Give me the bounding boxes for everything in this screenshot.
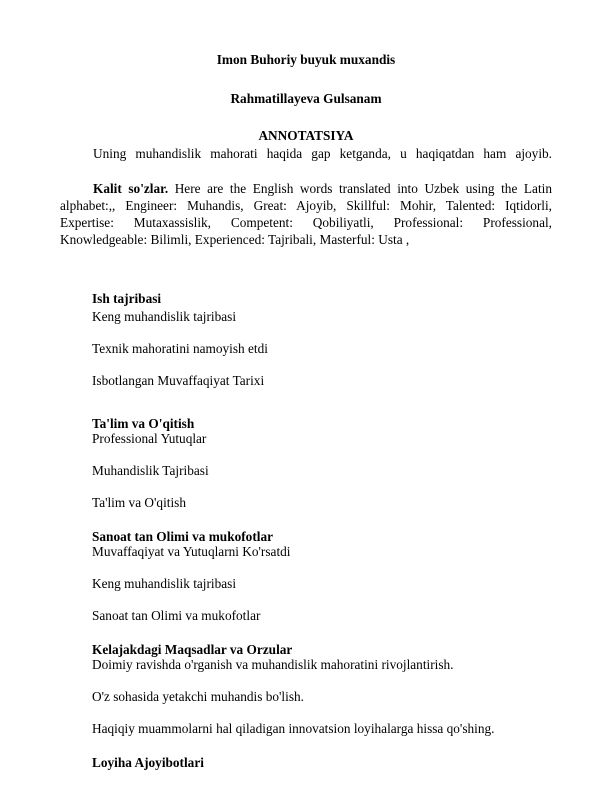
annotation-text: Uning muhandislik mahorati haqida gap ketganda, u haqiqatdan ham ajoyib. xyxy=(93,146,552,161)
list-item: Isbotlangan Muvaffaqiyat Tarixi xyxy=(92,373,265,388)
list-item: Keng muhandislik tajribasi xyxy=(92,309,237,324)
section-heading-education: Ta'lim va O'qitish xyxy=(92,416,195,431)
section-heading-goals: Kelajakdagi Maqsadlar va Orzular xyxy=(92,642,293,657)
list-item: Muvaffaqiyat va Yutuqlarni Ko'rsatdi xyxy=(92,544,291,559)
keywords-paragraph xyxy=(60,180,552,248)
list-item: Doimiy ravishda o'rganish va muhandislik mahoratini rivojlantirish. xyxy=(92,657,454,672)
list-item: Ta'lim va O'qitish xyxy=(92,495,186,510)
annotation-heading: ANNOTATSIYA xyxy=(258,128,354,143)
section-heading-work-experience: Ish tajribasi xyxy=(92,291,162,306)
list-item: Haqiqiy muammolarni hal qiladigan innovatsion loyihalarga hissa qo'shing. xyxy=(92,721,495,736)
keywords-label: Kalit so'zlar. xyxy=(93,181,169,196)
list-item: Professional Yutuqlar xyxy=(92,431,207,446)
author-name: Rahmatillayeva Gulsanam xyxy=(230,91,382,106)
list-item: Texnik mahoratini namoyish etdi xyxy=(92,341,268,356)
list-item: Muhandislik Tajribasi xyxy=(92,463,209,478)
list-item: Sanoat tan Olimi va mukofotlar xyxy=(92,608,261,623)
section-heading-awards: Sanoat tan Olimi va mukofotlar xyxy=(92,529,273,544)
list-item: Keng muhandislik tajribasi xyxy=(92,576,237,591)
document-title: Imon Buhoriy buyuk muxandis xyxy=(216,52,396,67)
section-heading-projects: Loyiha Ajoyibotlari xyxy=(92,755,204,770)
list-item: O'z sohasida yetakchi muhandis bo'lish. xyxy=(92,689,304,704)
keywords-text: Here are the English words translated into Uzbek using the Latin alphabet:,, Engineer: Muhandis, Great: Ajoyib, Skillful: Mohir, Talented: Iqtidorli, Expertise: Mutaxassislik, Competent: Qobiliyatli, Professional: Professional, Knowledgeable: Bilimli, Experienced: Tajribali, Masterful: Usta , xyxy=(60,181,552,247)
